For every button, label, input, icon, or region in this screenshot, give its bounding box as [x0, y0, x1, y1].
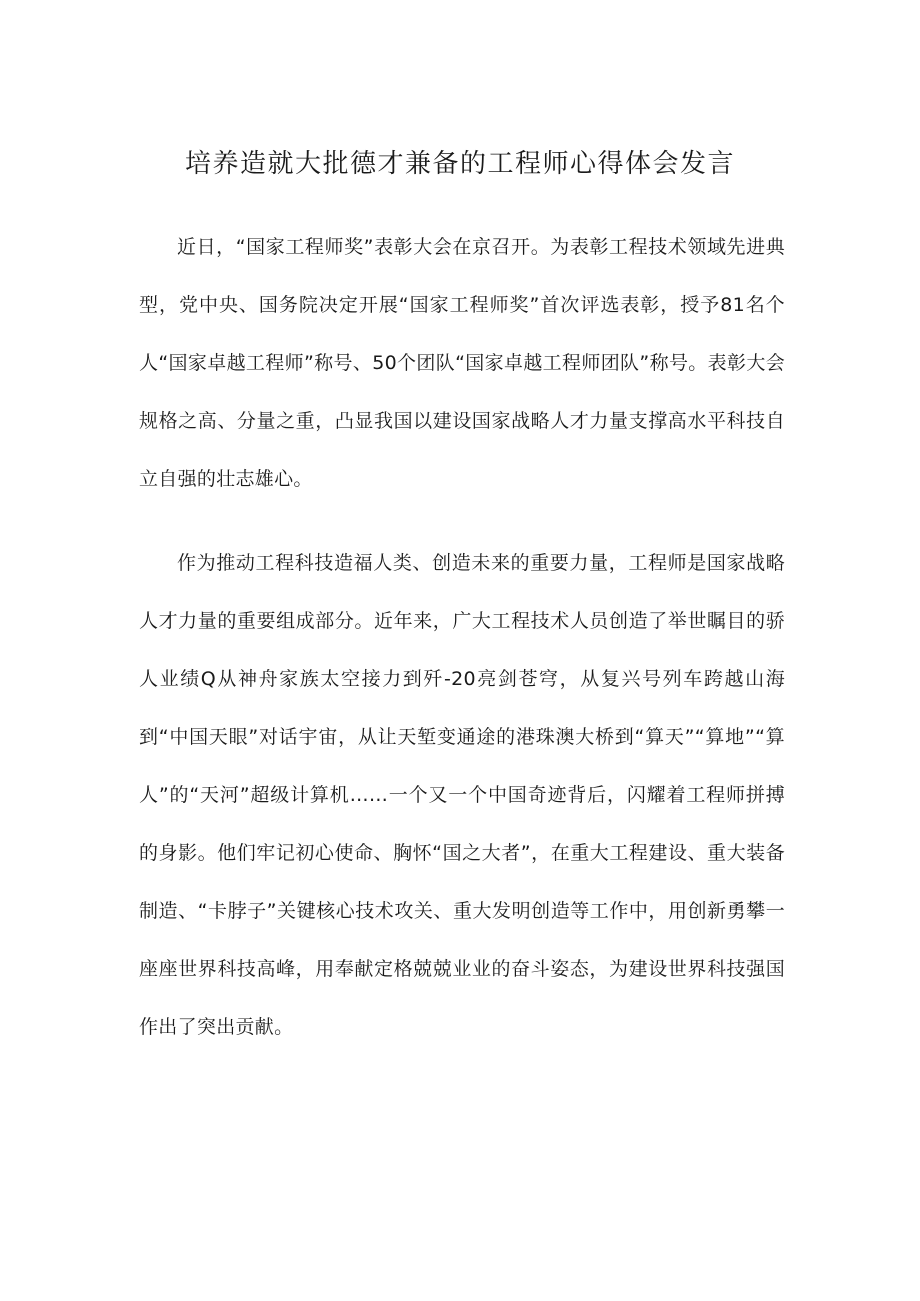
document-body [139, 218, 785, 1056]
document-title: 培养造就大批德才兼备的工程师心得体会发言 [184, 149, 735, 179]
paragraph-2: 作为推动工程科技造福人类、创造未来的重要力量，工程师是国家战略人才力量的重要组成部分。近年来，广大工程技术人员创造了举世瞩目的骄人业绩Q从神舟家族太空接力到歼-20亮剑苍穹，从复兴号列车跨越山海到“中国天眼”对话宇宙，从让天堑变通途的港珠澳大桥到“算天”“算地”“算人”的“天河”超级计算机……一个又一个中国奇迹背后，闪耀着工程师拼搏的身影。他们牢记初心使命、胸怀“国之大者”，在重大工程建设、重大装备制造、“卡脖子”关键核心技术攻关、重大发明创造等工作中，用创新勇攀一座座世界科技高峰，用奉献定格兢兢业业的奋斗姿态，为建设世界科技强国作出了突出贡献。 [139, 552, 785, 1038]
paragraph-1: 近日，“国家工程师奖”表彰大会在京召开。为表彰工程技术领域先进典型，党中央、国务院决定开展“国家工程师奖”首次评选表彰，授予81名个人“国家卓越工程师”称号、50个团队“国家卓越工程师团队”称号。表彰大会规格之高、分量之重，凸显我国以建设国家战略人才力量支撑高水平科技自立自强的壮志雄心。 [139, 236, 785, 490]
